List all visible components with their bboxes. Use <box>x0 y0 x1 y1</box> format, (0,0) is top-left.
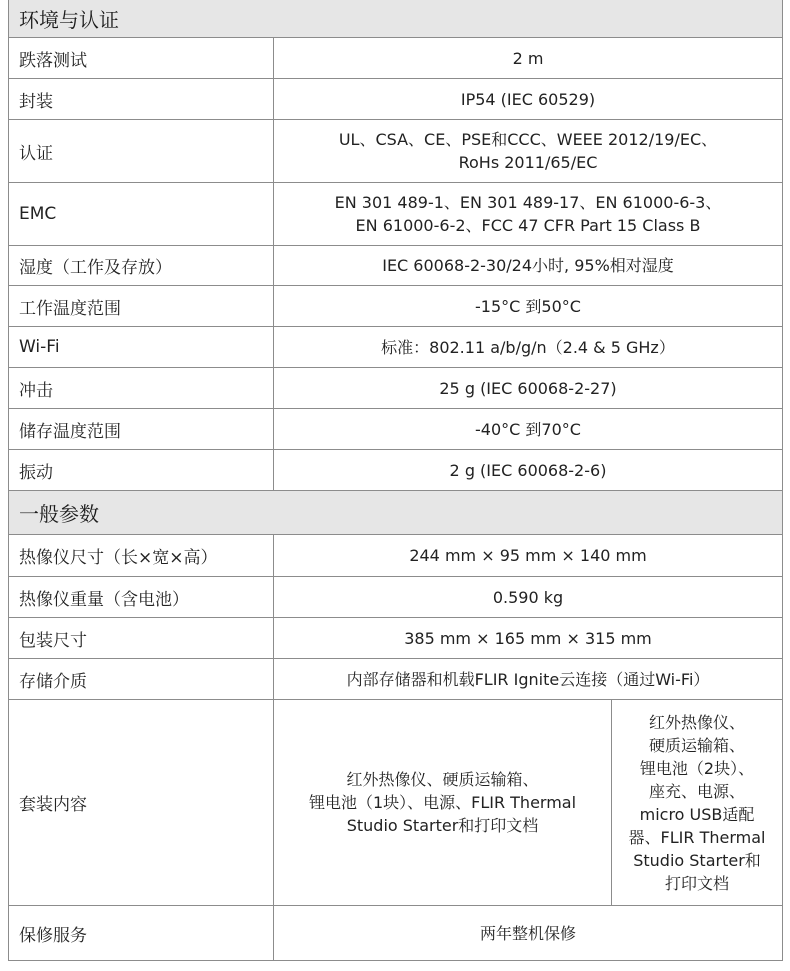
row-label: Wi-Fi <box>9 327 274 367</box>
table-row <box>9 659 782 700</box>
row-value: 0.590 kg <box>492 587 564 607</box>
row-value: 两年整机保修 <box>479 923 576 943</box>
row-label: 跌落测试 <box>9 38 274 78</box>
table-row <box>9 906 782 961</box>
row-value: 标准：802.11 a/b/g/n（2.4 & 5 GHz） <box>381 337 675 357</box>
row-value: 2 g (IEC 60068-2-6) <box>449 460 607 480</box>
kit-option-standard <box>274 700 612 905</box>
section-header-general <box>9 491 782 535</box>
row-label: 振动 <box>9 450 274 490</box>
value-line: 打印文档 <box>664 873 729 893</box>
table-row <box>9 368 782 409</box>
row-value: -40°C 到70°C <box>475 419 581 439</box>
table-row <box>9 409 782 450</box>
table-row-kit-contents <box>9 700 782 906</box>
value-line: UL、CSA、CE、PSE和CCC、WEEE 2012/19/EC、 <box>338 130 718 149</box>
row-label: 保修服务 <box>9 906 274 960</box>
row-label: 储存温度范围 <box>9 409 274 449</box>
row-label: 包装尺寸 <box>9 618 274 658</box>
table-row <box>9 246 782 286</box>
value-line: Studio Starter和 <box>633 850 761 870</box>
table-row <box>9 450 782 491</box>
row-value: -15°C 到50°C <box>475 296 581 316</box>
table-row <box>9 535 782 577</box>
row-value <box>274 120 782 182</box>
value-line: micro USB适配 <box>639 804 755 824</box>
section-title: 一般参数 <box>19 502 99 526</box>
row-label: 套装内容 <box>9 700 274 905</box>
kit-option-extended <box>612 700 782 905</box>
row-value: 385 mm × 165 mm × 315 mm <box>404 628 652 648</box>
value-line: 红外热像仪、 <box>648 712 745 732</box>
value-line: 锂电池（2块）、 <box>639 758 755 778</box>
value-line: 锂电池（1块）、电源、FLIR Thermal <box>308 793 577 812</box>
value-line: Studio Starter和打印文档 <box>346 816 539 835</box>
table-row <box>9 327 782 368</box>
row-label: 热像仪重量（含电池） <box>9 577 274 617</box>
row-label: 封装 <box>9 79 274 119</box>
row-value: IP54 (IEC 60529) <box>460 89 596 109</box>
value-line: 器、FLIR Thermal <box>628 827 766 847</box>
value-line: 红外热像仪、硬质运输箱、 <box>346 770 539 789</box>
row-value: IEC 60068-2-30/24小时, 95%相对湿度 <box>382 256 674 275</box>
row-label: 认证 <box>9 120 274 182</box>
table-row <box>9 286 782 327</box>
spec-sheet <box>8 0 783 961</box>
row-label: 湿度（工作及存放） <box>9 246 274 285</box>
table-row <box>9 577 782 618</box>
row-label: 存储介质 <box>9 659 274 699</box>
row-label: EMC <box>9 183 274 245</box>
value-line: 座充、电源、 <box>648 781 745 801</box>
row-value: 内部存储器和机载FLIR Ignite云连接（通过Wi-Fi） <box>346 669 710 689</box>
row-value: 244 mm × 95 mm × 140 mm <box>409 546 647 565</box>
table-row <box>9 183 782 246</box>
row-value: 2 m <box>512 48 544 68</box>
row-label: 热像仪尺寸（长×宽×高） <box>9 535 274 576</box>
row-value: 25 g (IEC 60068-2-27) <box>439 378 617 398</box>
section-header-environment <box>9 0 782 38</box>
section-title: 环境与认证 <box>19 8 119 32</box>
table-row <box>9 79 782 120</box>
row-value-split <box>274 700 782 905</box>
row-label: 冲击 <box>9 368 274 408</box>
value-line: 硬质运输箱、 <box>648 735 745 755</box>
value-line: EN 301 489-1、EN 301 489-17、EN 61000-6-3、 <box>334 193 722 212</box>
row-value <box>274 183 782 245</box>
table-row <box>9 38 782 79</box>
table-row <box>9 120 782 183</box>
value-line: RoHs 2011/65/EC <box>458 153 598 172</box>
table-row <box>9 618 782 659</box>
value-line: EN 61000-6-2、FCC 47 CFR Part 15 Class B <box>355 216 701 235</box>
row-label: 工作温度范围 <box>9 286 274 326</box>
